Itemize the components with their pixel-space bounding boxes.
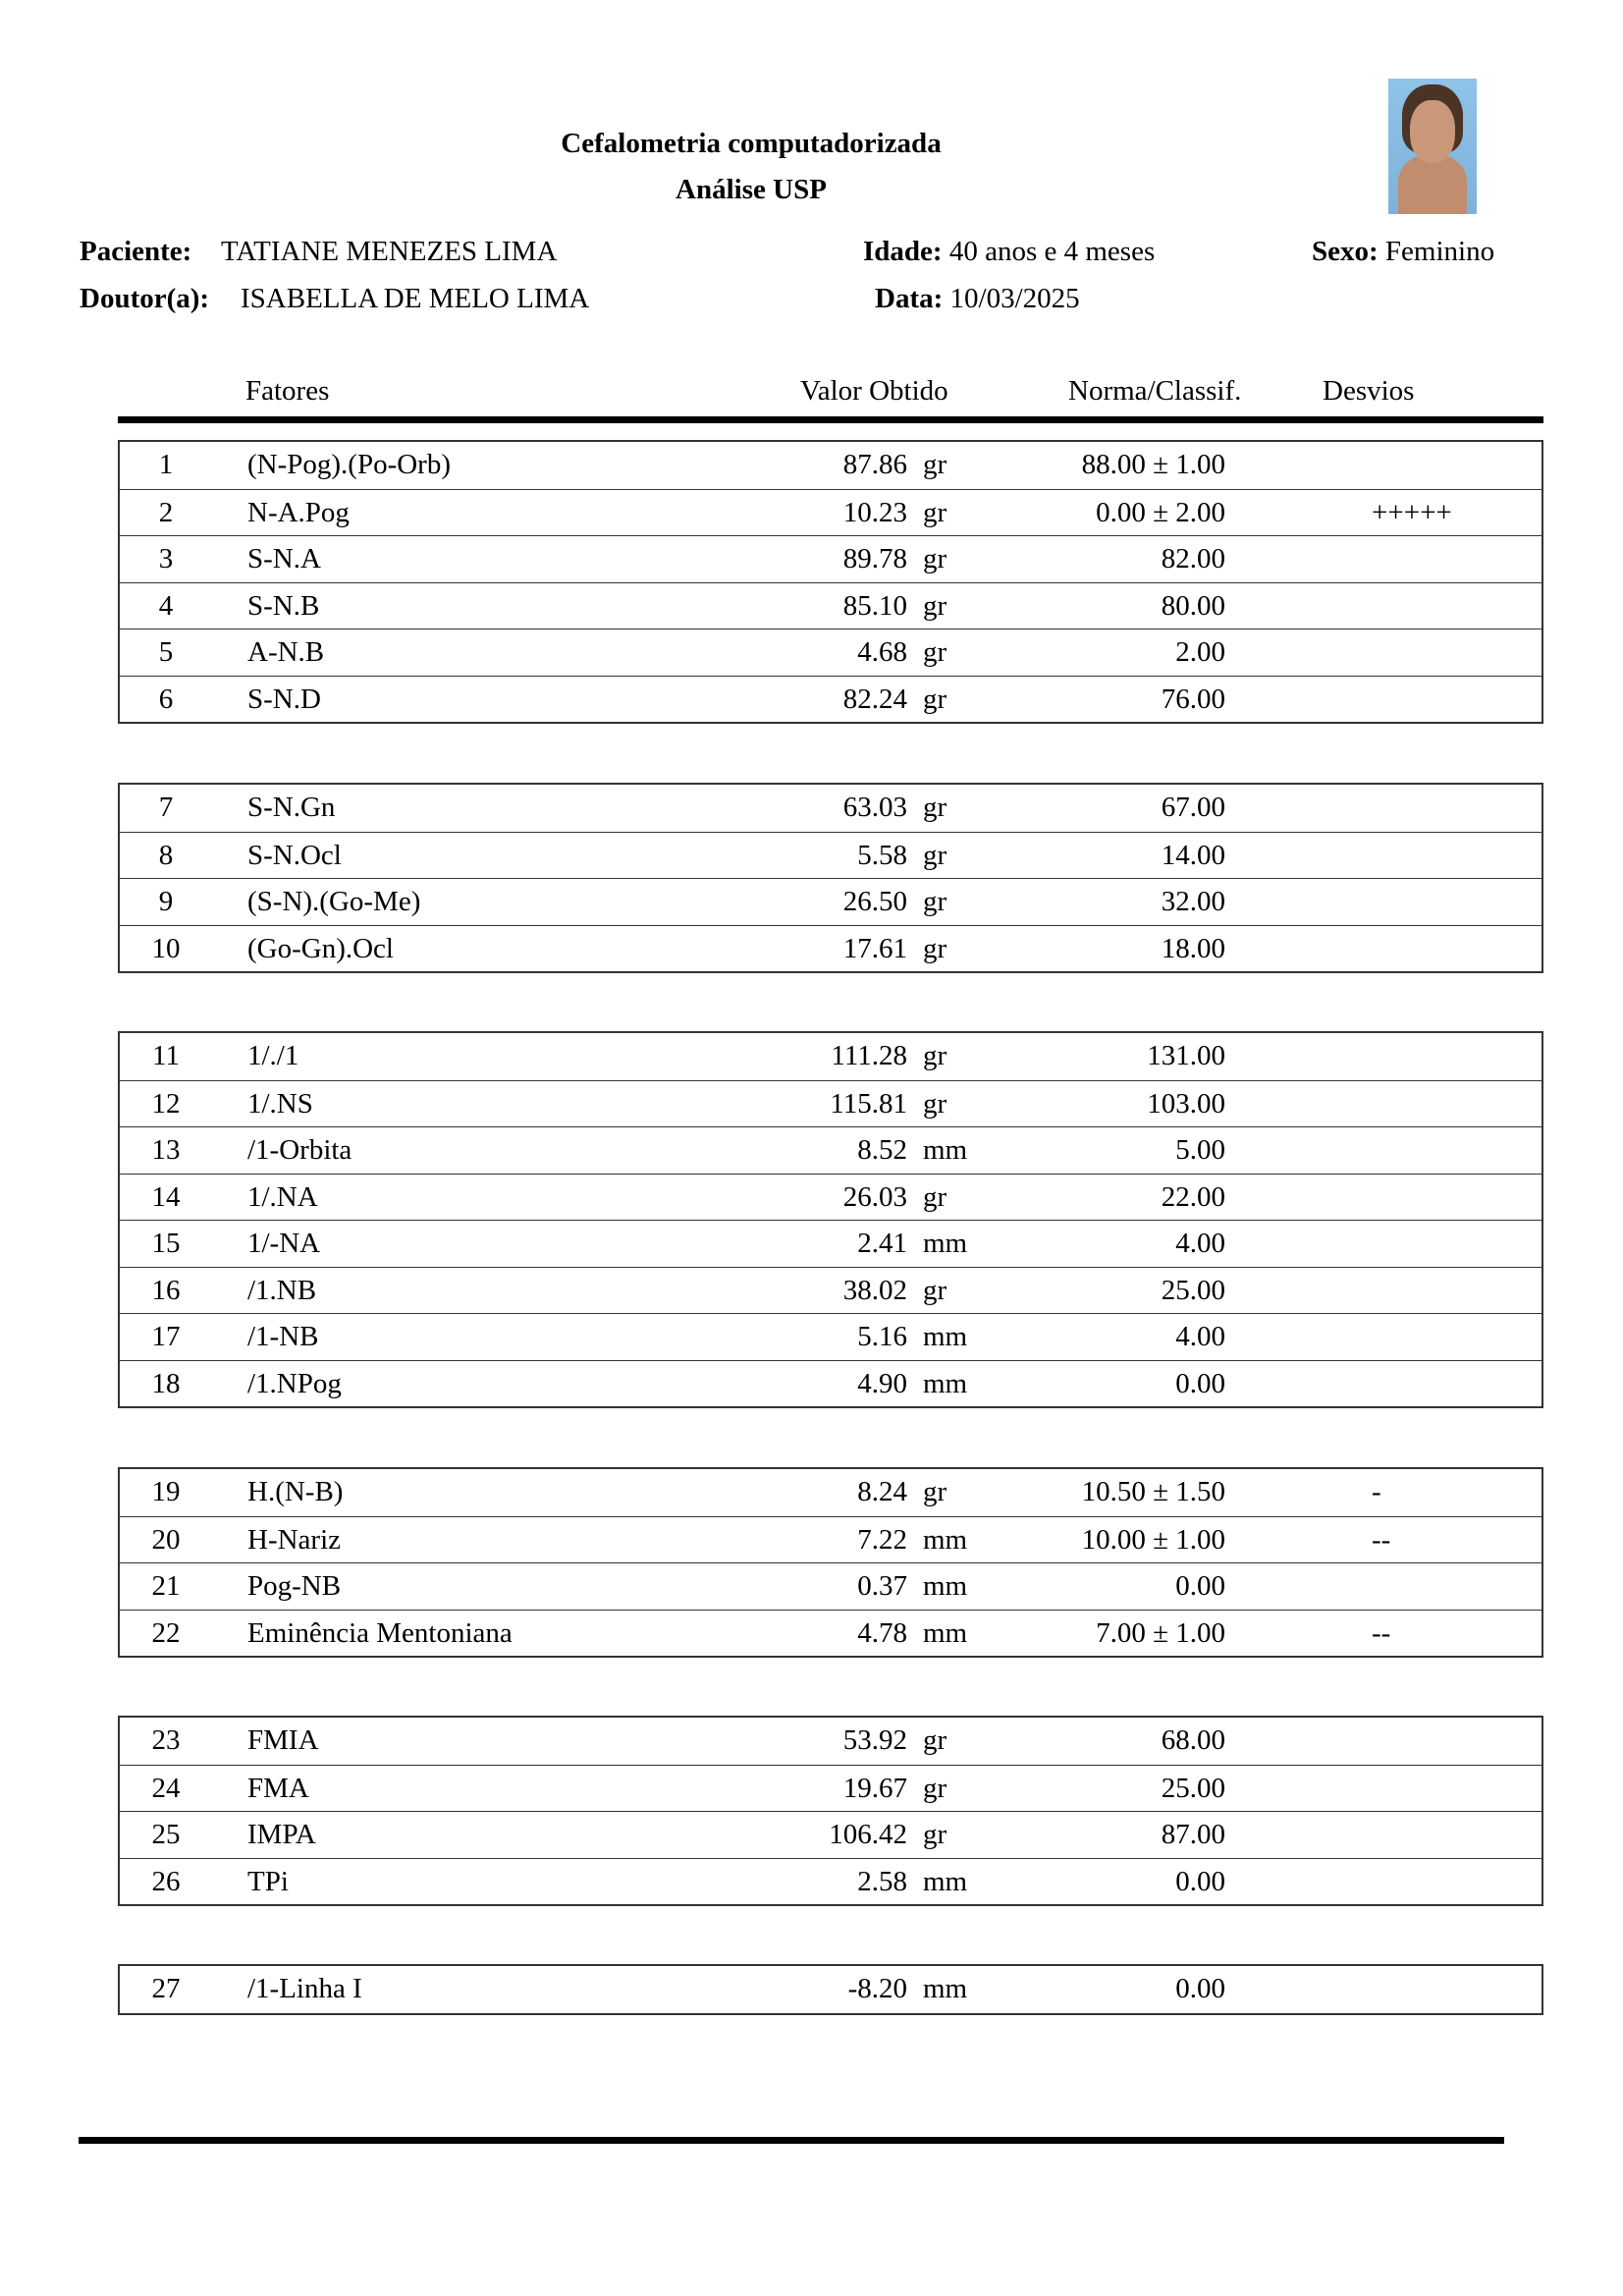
table-row <box>120 1126 1542 1174</box>
age-field: Idade: 40 anos e 4 meses <box>863 236 1156 267</box>
value-unit: gr <box>923 1476 947 1507</box>
norm-value: 32.00 <box>1161 886 1225 917</box>
table-row <box>120 629 1542 676</box>
factor-name: (S-N).(Go-Me) <box>247 886 421 917</box>
obtained-value: 26.03 <box>842 1180 907 1213</box>
value-unit: gr <box>923 886 947 917</box>
obtained-value: 87.86 <box>842 449 907 480</box>
value-unit: gr <box>923 543 947 574</box>
value-unit: gr <box>923 1724 947 1756</box>
value-unit: gr <box>923 496 947 528</box>
factor-name: TPi <box>247 1865 289 1897</box>
norm-value: 131.00 <box>1147 1040 1225 1071</box>
value-unit: mm <box>923 1616 968 1649</box>
sex-field: Sexo: Feminino <box>1312 236 1495 267</box>
norm-value: 0.00 <box>1175 1570 1225 1602</box>
norm-value: 4.00 <box>1175 1228 1225 1259</box>
row-number: 27 <box>151 1973 181 2004</box>
obtained-value: -8.20 <box>847 1973 907 2004</box>
row-number: 16 <box>151 1274 181 1306</box>
row-number: 11 <box>152 1040 180 1071</box>
obtained-value: 111.28 <box>831 1040 907 1071</box>
obtained-value: 4.90 <box>857 1367 907 1399</box>
obtained-value: 5.16 <box>857 1321 907 1352</box>
norm-value: 25.00 <box>1161 1274 1225 1306</box>
factor-name: IMPA <box>247 1819 316 1850</box>
factor-name: H-Nariz <box>247 1523 342 1556</box>
obtained-value: 63.03 <box>842 792 907 823</box>
factor-name: N-A.Pog <box>247 496 350 528</box>
value-unit: gr <box>923 932 947 964</box>
factor-name: 1/.NS <box>247 1087 313 1120</box>
value-unit: mm <box>923 1523 968 1556</box>
patient-photo <box>1388 79 1477 214</box>
obtained-value: 19.67 <box>842 1772 907 1804</box>
factor-name: /1.NB <box>247 1274 317 1306</box>
value-unit: mm <box>923 1367 968 1399</box>
row-number: 21 <box>151 1570 181 1602</box>
doctor-field: Doutor(a): ISABELLA DE MELO LIMA <box>80 283 590 314</box>
norm-value: 68.00 <box>1161 1724 1225 1756</box>
obtained-value: 2.41 <box>857 1228 907 1259</box>
row-number: 1 <box>158 449 174 480</box>
norm-value: 88.00 ± 1.00 <box>1081 449 1225 480</box>
value-unit: gr <box>923 839 947 871</box>
table-row <box>120 1811 1542 1858</box>
table-row <box>120 785 1542 832</box>
row-number: 20 <box>151 1523 181 1556</box>
norm-value: 14.00 <box>1161 839 1225 871</box>
factor-name: S-N.D <box>247 683 321 715</box>
value-unit: mm <box>923 1865 968 1897</box>
table-row <box>120 832 1542 879</box>
value-unit: gr <box>923 683 947 715</box>
value-unit: gr <box>923 1772 947 1804</box>
row-number: 5 <box>158 636 174 668</box>
norm-value: 103.00 <box>1147 1087 1225 1120</box>
norm-value: 0.00 <box>1175 1973 1225 2004</box>
factor-name: FMIA <box>247 1724 319 1756</box>
table-row <box>120 1610 1542 1657</box>
row-number: 3 <box>158 543 174 574</box>
norm-value: 0.00 <box>1175 1367 1225 1399</box>
measurement-group <box>118 1964 1543 2015</box>
norm-value: 0.00 <box>1175 1865 1225 1897</box>
measurement-group <box>118 783 1543 973</box>
value-unit: gr <box>923 792 947 823</box>
table-row <box>120 1313 1542 1360</box>
factor-name: 1/.NA <box>247 1180 318 1213</box>
table-row <box>120 489 1542 536</box>
value-unit: gr <box>923 1274 947 1306</box>
value-unit: mm <box>923 1321 968 1352</box>
header-divider <box>118 416 1543 423</box>
table-row <box>120 1562 1542 1610</box>
table-row <box>120 676 1542 723</box>
table-row <box>120 1174 1542 1221</box>
norm-value: 76.00 <box>1161 683 1225 715</box>
factor-name: S-N.A <box>247 543 321 574</box>
header-factors: Fatores <box>245 375 330 407</box>
table-row <box>120 582 1542 629</box>
row-number: 18 <box>151 1367 181 1399</box>
obtained-value: 89.78 <box>842 543 907 574</box>
patient-name-field: Paciente: TATIANE MENEZES LIMA <box>80 236 558 267</box>
obtained-value: 85.10 <box>842 589 907 622</box>
row-number: 2 <box>158 496 174 528</box>
table-row <box>120 925 1542 972</box>
value-unit: mm <box>923 1973 968 2004</box>
norm-value: 0.00 ± 2.00 <box>1096 496 1225 528</box>
measurement-group <box>118 1467 1543 1658</box>
date-field: Data: 10/03/2025 <box>875 283 1080 314</box>
norm-value: 25.00 <box>1161 1772 1225 1804</box>
norm-value: 4.00 <box>1175 1321 1225 1352</box>
table-row <box>120 1765 1542 1812</box>
table-row <box>120 1516 1542 1563</box>
measurement-group <box>118 440 1543 724</box>
report-subtitle: Análise USP <box>676 174 827 205</box>
measurement-group <box>118 1716 1543 1906</box>
table-row <box>120 1858 1542 1905</box>
obtained-value: 106.42 <box>829 1819 907 1850</box>
factor-name: FMA <box>247 1772 309 1804</box>
obtained-value: 7.22 <box>857 1523 907 1556</box>
table-row <box>120 1966 1542 2013</box>
obtained-value: 0.37 <box>857 1570 907 1602</box>
table-row <box>120 535 1542 582</box>
norm-value: 18.00 <box>1161 932 1225 964</box>
header-value: Valor Obtido <box>800 375 948 407</box>
row-number: 17 <box>151 1321 181 1352</box>
footer-divider <box>79 2137 1504 2144</box>
row-number: 26 <box>151 1865 181 1897</box>
table-row <box>120 1220 1542 1267</box>
table-row <box>120 442 1542 489</box>
row-number: 4 <box>158 589 174 622</box>
row-number: 22 <box>151 1616 181 1649</box>
obtained-value: 8.24 <box>857 1476 907 1507</box>
row-number: 7 <box>158 792 174 823</box>
value-unit: mm <box>923 1134 968 1166</box>
obtained-value: 4.68 <box>857 636 907 668</box>
factor-name: S-N.Ocl <box>247 839 342 871</box>
factor-name: /1-NB <box>247 1321 319 1352</box>
row-number: 10 <box>151 932 181 964</box>
value-unit: mm <box>923 1570 968 1602</box>
obtained-value: 5.58 <box>857 839 907 871</box>
obtained-value: 17.61 <box>842 932 907 964</box>
norm-value: 10.00 ± 1.00 <box>1081 1523 1225 1556</box>
factor-name: /1.NPog <box>247 1367 342 1399</box>
table-row <box>120 1080 1542 1127</box>
row-number: 24 <box>151 1772 181 1804</box>
norm-value: 7.00 ± 1.00 <box>1096 1616 1225 1649</box>
factor-name: 1/-NA <box>247 1228 321 1259</box>
factor-name: A-N.B <box>247 636 325 668</box>
row-number: 14 <box>151 1180 181 1213</box>
deviation: - <box>1372 1476 1381 1507</box>
obtained-value: 53.92 <box>842 1724 907 1756</box>
norm-value: 67.00 <box>1161 792 1225 823</box>
value-unit: gr <box>923 636 947 668</box>
value-unit: gr <box>923 589 947 622</box>
factor-name: H.(N-B) <box>247 1476 344 1507</box>
obtained-value: 2.58 <box>857 1865 907 1897</box>
table-row <box>120 878 1542 925</box>
row-number: 6 <box>158 683 174 715</box>
factor-name: (N-Pog).(Po-Orb) <box>247 449 451 480</box>
factor-name: S-N.B <box>247 589 320 622</box>
factor-name: /1-Linha I <box>247 1973 362 2004</box>
value-unit: gr <box>923 449 947 480</box>
norm-value: 10.50 ± 1.50 <box>1081 1476 1225 1507</box>
table-row <box>120 1033 1542 1080</box>
measurement-group <box>118 1031 1543 1408</box>
norm-value: 87.00 <box>1161 1819 1225 1850</box>
factor-name: (Go-Gn).Ocl <box>247 932 394 964</box>
factor-name: 1/./1 <box>247 1040 299 1071</box>
obtained-value: 4.78 <box>857 1616 907 1649</box>
report-title: Cefalometria computadorizada <box>561 128 942 159</box>
table-row <box>120 1718 1542 1765</box>
header-deviations: Desvios <box>1323 375 1415 407</box>
value-unit: gr <box>923 1180 947 1213</box>
obtained-value: 10.23 <box>842 496 907 528</box>
header-norm: Norma/Classif. <box>1068 375 1242 407</box>
row-number: 23 <box>151 1724 181 1756</box>
deviation: -- <box>1372 1616 1391 1649</box>
obtained-value: 82.24 <box>842 683 907 715</box>
norm-value: 80.00 <box>1161 589 1225 622</box>
row-number: 15 <box>151 1228 181 1259</box>
norm-value: 22.00 <box>1161 1180 1225 1213</box>
obtained-value: 115.81 <box>830 1087 907 1120</box>
value-unit: gr <box>923 1040 947 1071</box>
factor-name: Eminência Mentoniana <box>247 1616 513 1649</box>
row-number: 12 <box>151 1087 181 1120</box>
obtained-value: 26.50 <box>842 886 907 917</box>
value-unit: gr <box>923 1819 947 1850</box>
value-unit: gr <box>923 1087 947 1120</box>
table-row <box>120 1469 1542 1516</box>
row-number: 19 <box>151 1476 181 1507</box>
row-number: 8 <box>158 839 174 871</box>
row-number: 13 <box>151 1134 181 1166</box>
table-row <box>120 1360 1542 1407</box>
obtained-value: 8.52 <box>857 1134 907 1166</box>
factor-name: Pog-NB <box>247 1570 342 1602</box>
factor-name: S-N.Gn <box>247 792 336 823</box>
deviation: -- <box>1372 1523 1391 1556</box>
row-number: 25 <box>151 1819 181 1850</box>
factor-name: /1-Orbita <box>247 1134 352 1166</box>
obtained-value: 38.02 <box>842 1274 907 1306</box>
deviation: +++++ <box>1372 496 1452 528</box>
value-unit: mm <box>923 1228 968 1259</box>
norm-value: 82.00 <box>1161 543 1225 574</box>
norm-value: 2.00 <box>1175 636 1225 668</box>
norm-value: 5.00 <box>1175 1134 1225 1166</box>
row-number: 9 <box>158 886 174 917</box>
table-row <box>120 1267 1542 1314</box>
